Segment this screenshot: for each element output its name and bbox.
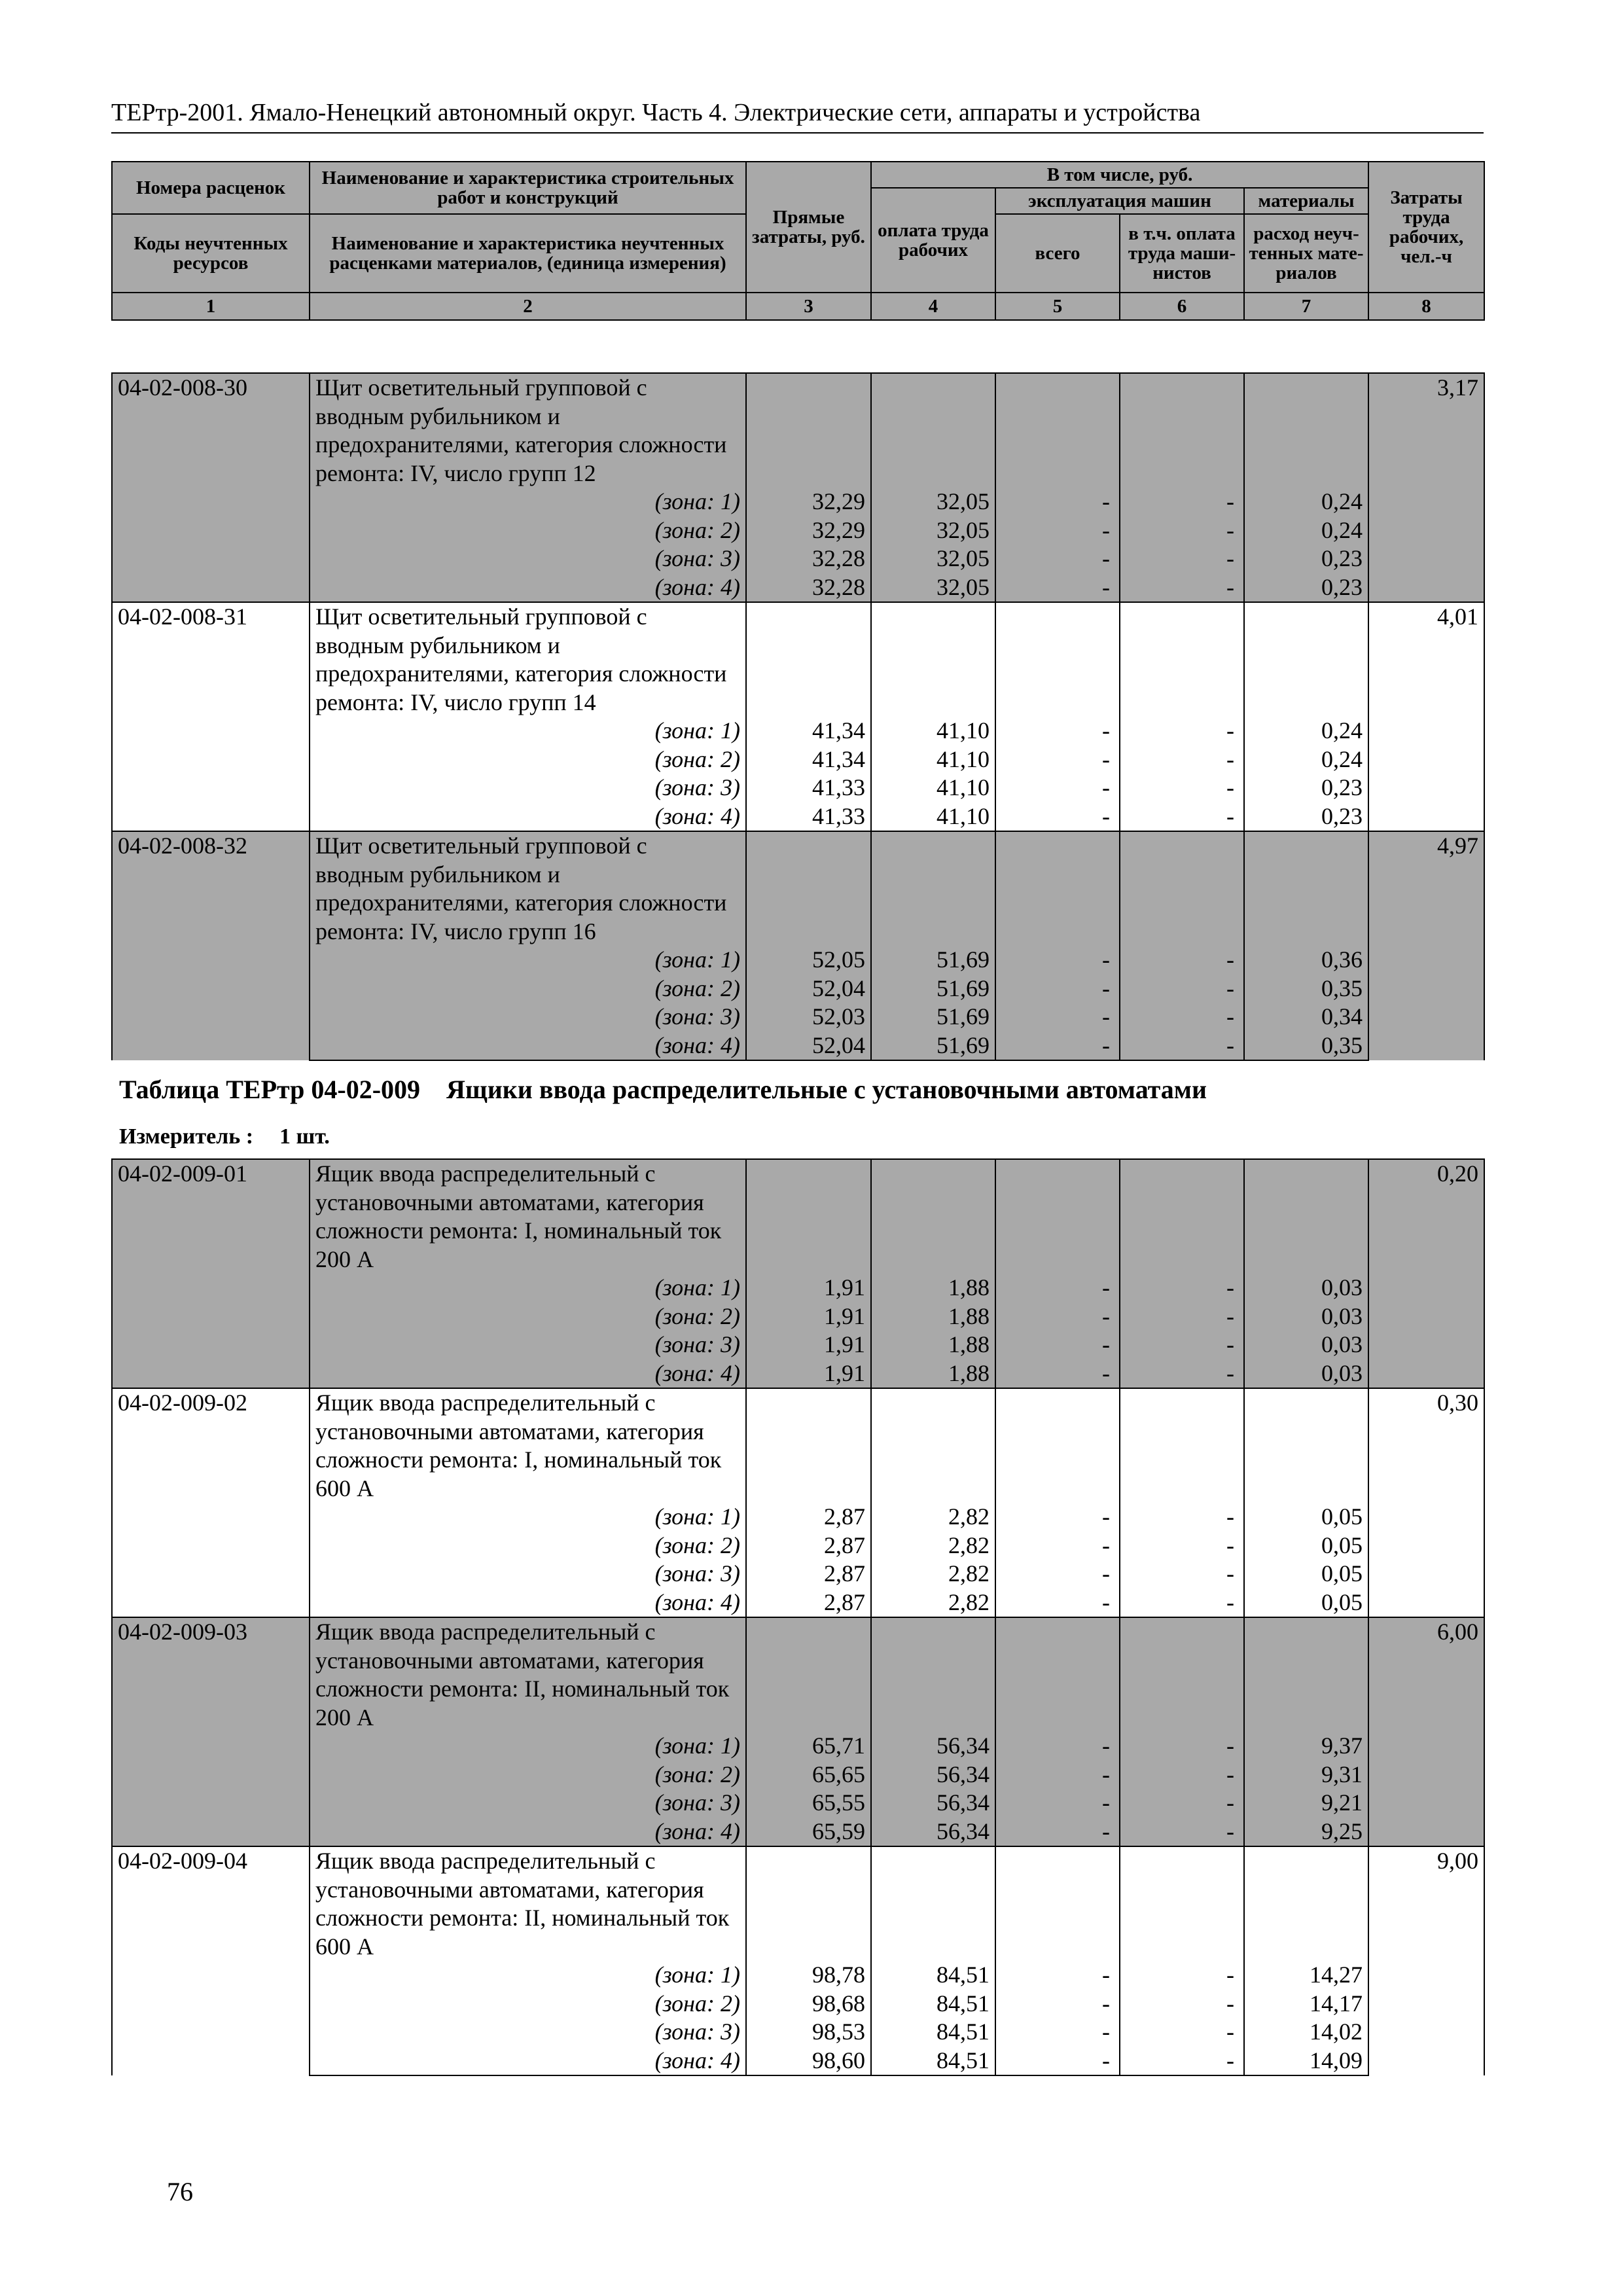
- zone-label: (зона: 3): [310, 2018, 746, 2047]
- zone-label: (зона: 2): [310, 1532, 746, 1560]
- empty-cell: [746, 602, 871, 717]
- wage-cost: 2,82: [871, 1560, 995, 1588]
- measure-line: [119, 1121, 330, 1153]
- wage-cost: 84,51: [871, 2018, 995, 2047]
- materials-cost: 0,05: [1244, 1588, 1368, 1618]
- col4-header: оплата труда рабочих: [871, 188, 995, 293]
- wage-cost: 32,05: [871, 488, 995, 516]
- materials-cost: 9,21: [1244, 1789, 1368, 1818]
- page-header: ТЕРтр-2001. Ямало-Ненецкий автономный округ. Часть 4. Электрические сети, аппараты и устройства: [111, 93, 1484, 134]
- machines-total: -: [995, 975, 1120, 1003]
- direct-cost: 52,04: [746, 975, 871, 1003]
- column-number: 7: [1244, 293, 1368, 320]
- machines-total: -: [995, 802, 1120, 832]
- direct-cost: 2,87: [746, 1532, 871, 1560]
- wage-cost: 51,69: [871, 1031, 995, 1061]
- rate-name: Щит осветительный групповой с вводным рубильником и предохранителями, категория сложности ремонта: IV, число групп 14: [310, 602, 746, 717]
- col2-top-header: Наименование и характеристика строительных работ и конструкций: [310, 162, 746, 214]
- machines-total: -: [995, 1818, 1120, 1847]
- zone-row: [112, 1503, 1484, 1532]
- empty-cell: [746, 1388, 871, 1503]
- zone-row: [112, 1532, 1484, 1560]
- empty-cell: [871, 1159, 995, 1274]
- empty-cell: [1120, 602, 1244, 717]
- machines-wage: -: [1120, 774, 1244, 802]
- empty-cell: [871, 1388, 995, 1503]
- materials-cost: 14,17: [1244, 1990, 1368, 2018]
- direct-cost: 98,68: [746, 1990, 871, 2018]
- machines-total: -: [995, 1732, 1120, 1761]
- wage-cost: 84,51: [871, 1961, 995, 1990]
- machines-wage: -: [1120, 1990, 1244, 2018]
- rates-table-008: [111, 372, 1485, 1061]
- empty-cell: [995, 1159, 1120, 1274]
- machines-wage: -: [1120, 1302, 1244, 1331]
- direct-cost: 52,04: [746, 1031, 871, 1061]
- materials-cost: 0,03: [1244, 1302, 1368, 1331]
- machines-wage: -: [1120, 1789, 1244, 1818]
- rate-code: 04-02-009-02: [112, 1388, 310, 1617]
- wage-cost: 1,88: [871, 1359, 995, 1389]
- machines-wage: -: [1120, 1331, 1244, 1359]
- wage-cost: 56,34: [871, 1818, 995, 1847]
- wage-cost: 56,34: [871, 1789, 995, 1818]
- machines-header: эксплуатация машин: [995, 188, 1244, 214]
- direct-cost: 1,91: [746, 1302, 871, 1331]
- col8-header: Затраты труда рабочих, чел.-ч: [1368, 162, 1484, 293]
- wage-cost: 1,88: [871, 1274, 995, 1302]
- rate-name: Ящик ввода распределительный с установочными автоматами, категория сложности ремонта: II, номинальный ток 200 А: [310, 1617, 746, 1732]
- zone-label: (зона: 4): [310, 1031, 746, 1061]
- direct-cost: 1,91: [746, 1359, 871, 1389]
- rate-code: 04-02-009-04: [112, 1846, 310, 2075]
- column-number: 1: [112, 293, 310, 320]
- zone-row: [112, 975, 1484, 1003]
- table-row: [112, 831, 1484, 946]
- materials-cost: 0,23: [1244, 774, 1368, 802]
- col3-header: Прямые затраты, руб.: [746, 162, 871, 293]
- labor-cost: 4,97: [1368, 831, 1484, 1060]
- materials-cost: 0,24: [1244, 745, 1368, 774]
- zone-row: [112, 1732, 1484, 1761]
- empty-cell: [1244, 1159, 1368, 1274]
- table-row: [112, 602, 1484, 717]
- wage-cost: 41,10: [871, 717, 995, 745]
- materials-cost: 0,05: [1244, 1503, 1368, 1532]
- materials-cost: 9,25: [1244, 1818, 1368, 1847]
- empty-cell: [1120, 1388, 1244, 1503]
- zone-row: [112, 946, 1484, 975]
- machines-total: -: [995, 573, 1120, 603]
- table-caption-title: Ящики ввода распределительные с установочными автоматами: [446, 1075, 1207, 1104]
- direct-cost: 32,29: [746, 488, 871, 516]
- machines-wage: -: [1120, 516, 1244, 545]
- rate-entry: [112, 373, 1484, 602]
- materials-header: материалы: [1244, 188, 1368, 214]
- machines-total: -: [995, 545, 1120, 573]
- machines-total: -: [995, 774, 1120, 802]
- machines-wage: -: [1120, 1732, 1244, 1761]
- machines-total: -: [995, 1359, 1120, 1389]
- rate-name: Ящик ввода распределительный с установочными автоматами, категория сложности ремонта: II, номинальный ток 600 А: [310, 1846, 746, 1961]
- wage-cost: 32,05: [871, 573, 995, 603]
- zone-label: (зона: 1): [310, 717, 746, 745]
- direct-cost: 2,87: [746, 1560, 871, 1588]
- zone-row: [112, 516, 1484, 545]
- empty-cell: [1244, 1388, 1368, 1503]
- machines-wage: -: [1120, 1588, 1244, 1618]
- direct-cost: 65,59: [746, 1818, 871, 1847]
- column-number: 3: [746, 293, 871, 320]
- machines-total: -: [995, 1302, 1120, 1331]
- zone-row: [112, 745, 1484, 774]
- materials-cost: 0,34: [1244, 1003, 1368, 1031]
- materials-cost: 14,09: [1244, 2047, 1368, 2076]
- zone-label: (зона: 1): [310, 1961, 746, 1990]
- page-number: 76: [167, 2177, 193, 2206]
- rate-entry: [112, 1617, 1484, 1846]
- machines-wage: -: [1120, 946, 1244, 975]
- column-numbers-row: [112, 293, 1484, 320]
- table-caption: [119, 1073, 1207, 1106]
- table-row: [112, 1159, 1484, 1274]
- zone-label: (зона: 1): [310, 1503, 746, 1532]
- empty-cell: [1120, 1159, 1244, 1274]
- rate-name: Ящик ввода распределительный с установочными автоматами, категория сложности ремонта: I, номинальный ток 600 А: [310, 1388, 746, 1503]
- zone-row: [112, 573, 1484, 603]
- zone-row: [112, 1560, 1484, 1588]
- zone-row: [112, 1990, 1484, 2018]
- rate-code: 04-02-009-03: [112, 1617, 310, 1846]
- machines-total: -: [995, 1588, 1120, 1618]
- direct-cost: 52,05: [746, 946, 871, 975]
- wage-cost: 51,69: [871, 1003, 995, 1031]
- machines-wage: -: [1120, 1961, 1244, 1990]
- machines-total: -: [995, 1003, 1120, 1031]
- machines-total: -: [995, 488, 1120, 516]
- machines-wage: -: [1120, 745, 1244, 774]
- materials-cost: 14,27: [1244, 1961, 1368, 1990]
- machines-total: -: [995, 1274, 1120, 1302]
- direct-cost: 1,91: [746, 1331, 871, 1359]
- machines-total: -: [995, 745, 1120, 774]
- zone-label: (зона: 1): [310, 1732, 746, 1761]
- empty-cell: [1120, 1846, 1244, 1961]
- rate-code: 04-02-009-01: [112, 1159, 310, 1388]
- col1-bottom-header: Коды неучтенных ресурсов: [112, 214, 310, 293]
- empty-cell: [871, 602, 995, 717]
- wage-cost: 51,69: [871, 975, 995, 1003]
- rate-code: 04-02-008-30: [112, 373, 310, 602]
- col1-top-header: Номера расценок: [112, 162, 310, 214]
- machines-total: -: [995, 1560, 1120, 1588]
- zone-row: [112, 802, 1484, 832]
- wage-cost: 32,05: [871, 545, 995, 573]
- zone-row: [112, 1302, 1484, 1331]
- zone-row: [112, 1331, 1484, 1359]
- zone-row: [112, 1761, 1484, 1789]
- zone-label: (зона: 1): [310, 946, 746, 975]
- zone-row: [112, 488, 1484, 516]
- direct-cost: 41,34: [746, 717, 871, 745]
- machines-total: -: [995, 1503, 1120, 1532]
- empty-cell: [746, 1159, 871, 1274]
- wage-cost: 2,82: [871, 1503, 995, 1532]
- zone-row: [112, 774, 1484, 802]
- materials-cost: 9,37: [1244, 1732, 1368, 1761]
- empty-cell: [1120, 831, 1244, 946]
- wage-cost: 41,10: [871, 802, 995, 832]
- machines-total: -: [995, 2018, 1120, 2047]
- empty-cell: [871, 1617, 995, 1732]
- zone-row: [112, 717, 1484, 745]
- column-number: 4: [871, 293, 995, 320]
- machines-total: -: [995, 1031, 1120, 1061]
- materials-cost: 14,02: [1244, 2018, 1368, 2047]
- zone-label: (зона: 1): [310, 1274, 746, 1302]
- materials-cost: 0,23: [1244, 802, 1368, 832]
- machines-wage: -: [1120, 717, 1244, 745]
- wage-cost: 32,05: [871, 516, 995, 545]
- machines-wage: -: [1120, 573, 1244, 603]
- machines-total: -: [995, 516, 1120, 545]
- rate-entry: [112, 1388, 1484, 1617]
- rate-name: Ящик ввода распределительный с установочными автоматами, категория сложности ремонта: I, номинальный ток 200 А: [310, 1159, 746, 1274]
- empty-cell: [746, 1846, 871, 1961]
- wage-cost: 56,34: [871, 1761, 995, 1789]
- materials-cost: 0,23: [1244, 573, 1368, 603]
- col2-bottom-header: Наименование и характеристика неучтенных расценками материалов, (единица измерения): [310, 214, 746, 293]
- wage-cost: 56,34: [871, 1732, 995, 1761]
- zone-label: (зона: 4): [310, 802, 746, 832]
- empty-cell: [1244, 1846, 1368, 1961]
- direct-cost: 32,28: [746, 573, 871, 603]
- zone-label: (зона: 2): [310, 745, 746, 774]
- machines-total: -: [995, 946, 1120, 975]
- direct-cost: 65,65: [746, 1761, 871, 1789]
- wage-cost: 84,51: [871, 2047, 995, 2076]
- zone-label: (зона: 3): [310, 1560, 746, 1588]
- direct-cost: 32,29: [746, 516, 871, 545]
- column-number: 8: [1368, 293, 1484, 320]
- zone-row: [112, 1588, 1484, 1618]
- empty-cell: [1244, 1617, 1368, 1732]
- zone-label: (зона: 4): [310, 1818, 746, 1847]
- machines-total: -: [995, 1990, 1120, 2018]
- direct-cost: 52,03: [746, 1003, 871, 1031]
- wage-cost: 1,88: [871, 1302, 995, 1331]
- zone-row: [112, 1031, 1484, 1061]
- zone-label: (зона: 2): [310, 975, 746, 1003]
- wage-cost: 41,10: [871, 745, 995, 774]
- zone-row: [112, 1818, 1484, 1847]
- empty-cell: [871, 831, 995, 946]
- labor-cost: 6,00: [1368, 1617, 1484, 1846]
- column-number: 6: [1120, 293, 1244, 320]
- zone-label: (зона: 2): [310, 516, 746, 545]
- machines-wage: -: [1120, 1818, 1244, 1847]
- zone-label: (зона: 3): [310, 1003, 746, 1031]
- empty-cell: [1244, 602, 1368, 717]
- zone-label: (зона: 2): [310, 1761, 746, 1789]
- rate-code: 04-02-008-32: [112, 831, 310, 1060]
- direct-cost: 65,55: [746, 1789, 871, 1818]
- table-row: [112, 373, 1484, 488]
- empty-cell: [1244, 373, 1368, 488]
- machines-wage: -: [1120, 1003, 1244, 1031]
- empty-cell: [871, 373, 995, 488]
- machines-wage: -: [1120, 488, 1244, 516]
- col7-header: расход неуч-тенных мате-риалов: [1244, 214, 1368, 293]
- table-row: [112, 1617, 1484, 1732]
- col5-header: всего: [995, 214, 1120, 293]
- machines-wage: -: [1120, 975, 1244, 1003]
- machines-wage: -: [1120, 1359, 1244, 1389]
- wage-cost: 2,82: [871, 1532, 995, 1560]
- incl-header: В том числе, руб.: [871, 162, 1368, 188]
- zone-label: (зона: 2): [310, 1302, 746, 1331]
- labor-cost: 3,17: [1368, 373, 1484, 602]
- direct-cost: 98,60: [746, 2047, 871, 2076]
- zone-row: [112, 1789, 1484, 1818]
- materials-cost: 0,03: [1244, 1331, 1368, 1359]
- machines-wage: -: [1120, 1532, 1244, 1560]
- wage-cost: 84,51: [871, 1990, 995, 2018]
- machines-wage: -: [1120, 802, 1244, 832]
- machines-wage: -: [1120, 2018, 1244, 2047]
- zone-row: [112, 1961, 1484, 1990]
- materials-cost: 0,35: [1244, 1031, 1368, 1061]
- machines-wage: -: [1120, 545, 1244, 573]
- table-header: [111, 161, 1485, 321]
- materials-cost: 0,03: [1244, 1359, 1368, 1389]
- zone-label: (зона: 4): [310, 1588, 746, 1618]
- zone-label: (зона: 4): [310, 2047, 746, 2076]
- materials-cost: 0,24: [1244, 717, 1368, 745]
- empty-cell: [1120, 1617, 1244, 1732]
- zone-label: (зона: 3): [310, 1331, 746, 1359]
- col6-header: в т.ч. оплата труда маши-нистов: [1120, 214, 1244, 293]
- rate-name: Щит осветительный групповой с вводным рубильником и предохранителями, категория сложности ремонта: IV, число групп 16: [310, 831, 746, 946]
- machines-total: -: [995, 1331, 1120, 1359]
- direct-cost: 65,71: [746, 1732, 871, 1761]
- machines-total: -: [995, 1532, 1120, 1560]
- machines-total: -: [995, 717, 1120, 745]
- empty-cell: [995, 831, 1120, 946]
- labor-cost: 4,01: [1368, 602, 1484, 831]
- empty-cell: [1244, 831, 1368, 946]
- direct-cost: 98,78: [746, 1961, 871, 1990]
- machines-wage: -: [1120, 1274, 1244, 1302]
- rate-entry: [112, 1846, 1484, 2075]
- direct-cost: 2,87: [746, 1588, 871, 1618]
- empty-cell: [995, 1388, 1120, 1503]
- table-row: [112, 1846, 1484, 1961]
- empty-cell: [995, 1617, 1120, 1732]
- direct-cost: 32,28: [746, 545, 871, 573]
- table-row: [112, 1388, 1484, 1503]
- machines-wage: -: [1120, 1761, 1244, 1789]
- empty-cell: [746, 373, 871, 488]
- zone-row: [112, 2047, 1484, 2076]
- empty-cell: [995, 1846, 1120, 1961]
- zone-label: (зона: 3): [310, 545, 746, 573]
- zone-label: (зона: 2): [310, 1990, 746, 2018]
- rates-table-009: [111, 1158, 1485, 2076]
- wage-cost: 2,82: [871, 1588, 995, 1618]
- column-number: 5: [995, 293, 1120, 320]
- zone-row: [112, 1359, 1484, 1389]
- wage-cost: 1,88: [871, 1331, 995, 1359]
- zone-row: [112, 1274, 1484, 1302]
- machines-wage: -: [1120, 1503, 1244, 1532]
- labor-cost: 0,30: [1368, 1388, 1484, 1617]
- materials-cost: 0,24: [1244, 488, 1368, 516]
- machines-wage: -: [1120, 1031, 1244, 1061]
- materials-cost: 0,03: [1244, 1274, 1368, 1302]
- empty-cell: [995, 602, 1120, 717]
- empty-cell: [1120, 373, 1244, 488]
- direct-cost: 41,33: [746, 802, 871, 832]
- materials-cost: 0,05: [1244, 1560, 1368, 1588]
- machines-total: -: [995, 1789, 1120, 1818]
- wage-cost: 41,10: [871, 774, 995, 802]
- empty-cell: [995, 373, 1120, 488]
- direct-cost: 41,33: [746, 774, 871, 802]
- rate-entry: [112, 831, 1484, 1060]
- machines-wage: -: [1120, 1560, 1244, 1588]
- labor-cost: 9,00: [1368, 1846, 1484, 2075]
- machines-total: -: [995, 2047, 1120, 2076]
- direct-cost: 41,34: [746, 745, 871, 774]
- empty-cell: [746, 1617, 871, 1732]
- materials-cost: 0,35: [1244, 975, 1368, 1003]
- measure-value: 1 шт.: [279, 1124, 330, 1149]
- zone-label: (зона: 3): [310, 1789, 746, 1818]
- direct-cost: 98,53: [746, 2018, 871, 2047]
- rate-entry: [112, 602, 1484, 831]
- rate-entry: [112, 1159, 1484, 1388]
- machines-total: -: [995, 1961, 1120, 1990]
- materials-cost: 0,23: [1244, 545, 1368, 573]
- zone-label: (зона: 1): [310, 488, 746, 516]
- column-number: 2: [310, 293, 746, 320]
- materials-cost: 0,24: [1244, 516, 1368, 545]
- empty-cell: [746, 831, 871, 946]
- zone-label: (зона: 4): [310, 573, 746, 603]
- machines-wage: -: [1120, 2047, 1244, 2076]
- zone-row: [112, 2018, 1484, 2047]
- rate-code: 04-02-008-31: [112, 602, 310, 831]
- zone-label: (зона: 4): [310, 1359, 746, 1389]
- materials-cost: 0,36: [1244, 946, 1368, 975]
- zone-row: [112, 545, 1484, 573]
- zone-row: [112, 1003, 1484, 1031]
- machines-total: -: [995, 1761, 1120, 1789]
- materials-cost: 0,05: [1244, 1532, 1368, 1560]
- direct-cost: 2,87: [746, 1503, 871, 1532]
- zone-label: (зона: 3): [310, 774, 746, 802]
- direct-cost: 1,91: [746, 1274, 871, 1302]
- empty-cell: [871, 1846, 995, 1961]
- labor-cost: 0,20: [1368, 1159, 1484, 1388]
- measure-label: Измеритель :: [119, 1124, 254, 1149]
- materials-cost: 9,31: [1244, 1761, 1368, 1789]
- wage-cost: 51,69: [871, 946, 995, 975]
- table-caption-code: Таблица ТЕРтр 04-02-009: [119, 1075, 421, 1104]
- rate-name: Щит осветительный групповой с вводным рубильником и предохранителями, категория сложности ремонта: IV, число групп 12: [310, 373, 746, 488]
